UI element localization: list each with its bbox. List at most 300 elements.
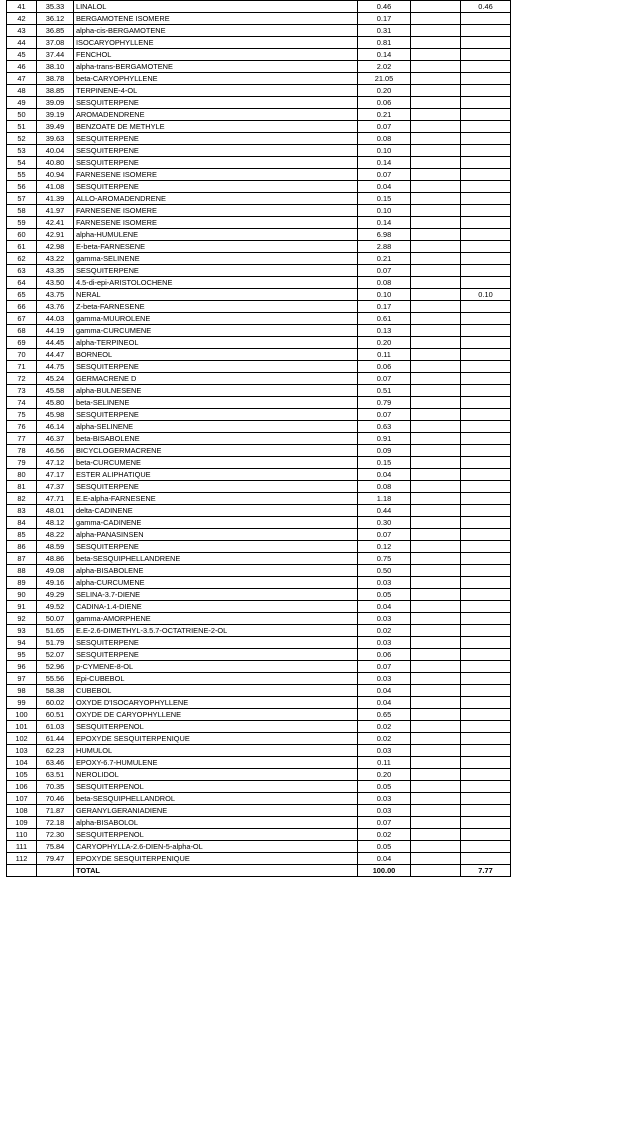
index-cell: 59: [7, 217, 37, 229]
retention-time-cell: 44.45: [37, 337, 74, 349]
retention-time-cell: 43.35: [37, 265, 74, 277]
retention-time-cell: 36.12: [37, 13, 74, 25]
empty-cell: [411, 409, 461, 421]
index-cell: 84: [7, 517, 37, 529]
table-row: [7, 493, 511, 505]
retention-time-cell: 47.71: [37, 493, 74, 505]
table-row: [7, 637, 511, 649]
secondary-percentage-cell: [461, 313, 511, 325]
retention-time-cell: 60.02: [37, 697, 74, 709]
percentage-cell: 0.07: [358, 121, 411, 133]
retention-time-cell: 71.87: [37, 805, 74, 817]
empty-cell: [411, 493, 461, 505]
percentage-cell: 0.20: [358, 769, 411, 781]
retention-time-cell: 48.12: [37, 517, 74, 529]
secondary-percentage-cell: [461, 229, 511, 241]
retention-time-cell: 49.16: [37, 577, 74, 589]
table-row: [7, 481, 511, 493]
percentage-cell: 0.03: [358, 805, 411, 817]
index-cell: 63: [7, 265, 37, 277]
table-row: [7, 145, 511, 157]
table-row: [7, 661, 511, 673]
table-row: [7, 553, 511, 565]
compound-name-cell: beta-CURCUMENE: [74, 457, 358, 469]
index-cell: 60: [7, 229, 37, 241]
empty-cell: [411, 733, 461, 745]
secondary-percentage-cell: [461, 133, 511, 145]
table-row: [7, 517, 511, 529]
retention-time-cell: 40.80: [37, 157, 74, 169]
table-row: [7, 361, 511, 373]
index-cell: 82: [7, 493, 37, 505]
empty-cell: [411, 169, 461, 181]
compound-name-cell: CADINA-1.4-DIENE: [74, 601, 358, 613]
index-cell: 106: [7, 781, 37, 793]
secondary-percentage-cell: [461, 673, 511, 685]
index-cell: 89: [7, 577, 37, 589]
secondary-percentage-cell: [461, 37, 511, 49]
compound-name-cell: alpha-PANASINSEN: [74, 529, 358, 541]
secondary-percentage-cell: [461, 601, 511, 613]
percentage-cell: 0.14: [358, 217, 411, 229]
percentage-cell: 0.08: [358, 133, 411, 145]
retention-time-cell: 63.46: [37, 757, 74, 769]
index-cell: 112: [7, 853, 37, 865]
table-row: [7, 277, 511, 289]
retention-time-cell: 45.80: [37, 397, 74, 409]
empty-cell: [411, 793, 461, 805]
index-cell: 54: [7, 157, 37, 169]
retention-time-cell: 79.47: [37, 853, 74, 865]
table-row: [7, 757, 511, 769]
percentage-cell: 0.50: [358, 565, 411, 577]
retention-time-cell: 39.09: [37, 97, 74, 109]
percentage-cell: 0.17: [358, 13, 411, 25]
percentage-cell: 2.88: [358, 241, 411, 253]
compound-name-cell: gamma-SELINENE: [74, 253, 358, 265]
secondary-percentage-cell: [461, 589, 511, 601]
percentage-cell: 0.04: [358, 181, 411, 193]
retention-time-cell: 38.78: [37, 73, 74, 85]
index-cell: 109: [7, 817, 37, 829]
empty-cell: [411, 325, 461, 337]
table-row: [7, 337, 511, 349]
retention-time-cell: 42.98: [37, 241, 74, 253]
empty-cell: [411, 1, 461, 13]
percentage-cell: 0.81: [358, 37, 411, 49]
compound-name-cell: SELINA-3.7-DIENE: [74, 589, 358, 601]
index-cell: 108: [7, 805, 37, 817]
table-row: [7, 265, 511, 277]
table-row: [7, 37, 511, 49]
empty-cell: [411, 781, 461, 793]
table-row: [7, 61, 511, 73]
compound-name-cell: FARNESENE ISOMERE: [74, 217, 358, 229]
compound-name-cell: BENZOATE DE METHYLE: [74, 121, 358, 133]
table-row: [7, 781, 511, 793]
compound-name-cell: SESQUITERPENE: [74, 541, 358, 553]
percentage-cell: 0.04: [358, 853, 411, 865]
percentage-cell: 0.07: [358, 817, 411, 829]
compound-name-cell: BERGAMOTENE ISOMERE: [74, 13, 358, 25]
secondary-percentage-cell: [461, 721, 511, 733]
table-row: [7, 241, 511, 253]
table-row: [7, 829, 511, 841]
empty-cell: [411, 565, 461, 577]
retention-time-cell: 48.86: [37, 553, 74, 565]
index-cell: 50: [7, 109, 37, 121]
index-cell: 90: [7, 589, 37, 601]
percentage-cell: 0.08: [358, 277, 411, 289]
retention-time-cell: 62.23: [37, 745, 74, 757]
secondary-percentage-cell: [461, 625, 511, 637]
empty-cell: [411, 529, 461, 541]
retention-time-cell: 52.96: [37, 661, 74, 673]
empty-cell: [411, 517, 461, 529]
empty-cell: [411, 841, 461, 853]
compound-name-cell: CARYOPHYLLA-2.6-DIEN-5-alpha-OL: [74, 841, 358, 853]
secondary-percentage-cell: [461, 361, 511, 373]
percentage-cell: 21.05: [358, 73, 411, 85]
empty-cell: [411, 685, 461, 697]
secondary-percentage-cell: [461, 517, 511, 529]
percentage-cell: 0.31: [358, 25, 411, 37]
compound-name-cell: CUBEBOL: [74, 685, 358, 697]
percentage-cell: 2.02: [358, 61, 411, 73]
index-cell: 69: [7, 337, 37, 349]
index-cell: 86: [7, 541, 37, 553]
secondary-percentage-cell: [461, 613, 511, 625]
compound-name-cell: SESQUITERPENE: [74, 157, 358, 169]
percentage-cell: 0.63: [358, 421, 411, 433]
empty-cell: [411, 421, 461, 433]
empty-cell: [411, 721, 461, 733]
table-row: [7, 793, 511, 805]
index-cell: 96: [7, 661, 37, 673]
index-cell: 44: [7, 37, 37, 49]
secondary-percentage-cell: [461, 685, 511, 697]
secondary-percentage-cell: [461, 325, 511, 337]
empty-cell: [411, 253, 461, 265]
empty-cell: [411, 445, 461, 457]
total-label: TOTAL: [74, 865, 358, 877]
index-cell: 99: [7, 697, 37, 709]
empty-cell: [411, 505, 461, 517]
compound-name-cell: gamma-AMORPHENE: [74, 613, 358, 625]
secondary-percentage-cell: [461, 469, 511, 481]
secondary-percentage-cell: [461, 481, 511, 493]
percentage-cell: 0.07: [358, 169, 411, 181]
table-row: [7, 181, 511, 193]
secondary-percentage-cell: [461, 49, 511, 61]
secondary-percentage-cell: [461, 697, 511, 709]
table-row: [7, 229, 511, 241]
secondary-percentage-cell: [461, 169, 511, 181]
percentage-cell: 0.10: [358, 205, 411, 217]
compound-name-cell: beta-SELINENE: [74, 397, 358, 409]
secondary-percentage-cell: [461, 301, 511, 313]
table-row: [7, 13, 511, 25]
retention-time-cell: 44.03: [37, 313, 74, 325]
secondary-percentage-cell: [461, 577, 511, 589]
percentage-cell: 0.15: [358, 193, 411, 205]
index-cell: 104: [7, 757, 37, 769]
index-cell: 74: [7, 397, 37, 409]
secondary-percentage-cell: [461, 25, 511, 37]
secondary-percentage-cell: [461, 637, 511, 649]
retention-time-cell: 44.75: [37, 361, 74, 373]
index-cell: 75: [7, 409, 37, 421]
percentage-cell: 6.98: [358, 229, 411, 241]
secondary-percentage-cell: [461, 817, 511, 829]
secondary-percentage-cell: [461, 85, 511, 97]
percentage-cell: 0.03: [358, 577, 411, 589]
retention-time-cell: 43.50: [37, 277, 74, 289]
table-row: [7, 841, 511, 853]
index-cell: 53: [7, 145, 37, 157]
empty-cell: [411, 385, 461, 397]
empty-cell: [411, 289, 461, 301]
empty-cell: [411, 301, 461, 313]
percentage-cell: 0.21: [358, 253, 411, 265]
percentage-cell: 0.08: [358, 481, 411, 493]
retention-time-cell: 50.07: [37, 613, 74, 625]
secondary-percentage-cell: [461, 565, 511, 577]
table-row: [7, 745, 511, 757]
compound-name-cell: alpha-TERPINEOL: [74, 337, 358, 349]
table-row: [7, 97, 511, 109]
empty-cell: [411, 757, 461, 769]
secondary-percentage-cell: [461, 505, 511, 517]
index-cell: 73: [7, 385, 37, 397]
empty-cell: [411, 769, 461, 781]
empty-cell: [411, 157, 461, 169]
table-row: [7, 169, 511, 181]
compound-name-cell: HUMULOL: [74, 745, 358, 757]
table-row: [7, 409, 511, 421]
compound-name-cell: ALLO-AROMADENDRENE: [74, 193, 358, 205]
percentage-cell: 0.51: [358, 385, 411, 397]
retention-time-cell: 46.14: [37, 421, 74, 433]
percentage-cell: 0.05: [358, 781, 411, 793]
empty-cell: [411, 457, 461, 469]
table-row: [7, 721, 511, 733]
table-row: [7, 85, 511, 97]
index-cell: 51: [7, 121, 37, 133]
table-row: [7, 373, 511, 385]
secondary-percentage-cell: [461, 805, 511, 817]
retention-time-cell: 72.30: [37, 829, 74, 841]
retention-time-cell: 39.63: [37, 133, 74, 145]
retention-time-cell: 40.94: [37, 169, 74, 181]
retention-time-cell: 47.12: [37, 457, 74, 469]
index-cell: 103: [7, 745, 37, 757]
percentage-cell: 0.04: [358, 685, 411, 697]
table-row: [7, 109, 511, 121]
compound-name-cell: OXYDE D'ISOCARYOPHYLLENE: [74, 697, 358, 709]
table-row: [7, 541, 511, 553]
index-cell: 91: [7, 601, 37, 613]
retention-time-cell: 42.91: [37, 229, 74, 241]
empty-cell: [411, 661, 461, 673]
table-row: [7, 157, 511, 169]
table-row: [7, 805, 511, 817]
index-cell: 66: [7, 301, 37, 313]
retention-time-cell: 45.58: [37, 385, 74, 397]
composition-table-body: [7, 1, 511, 865]
index-cell: 71: [7, 361, 37, 373]
retention-time-cell: 39.19: [37, 109, 74, 121]
compound-name-cell: alpha-trans-BERGAMOTENE: [74, 61, 358, 73]
percentage-cell: 0.20: [358, 337, 411, 349]
index-cell: 47: [7, 73, 37, 85]
table-row: [7, 289, 511, 301]
compound-name-cell: SESQUITERPENOL: [74, 829, 358, 841]
retention-time-cell: 45.24: [37, 373, 74, 385]
empty-cell: [411, 37, 461, 49]
total-row: [7, 865, 511, 877]
empty-cell: [411, 49, 461, 61]
index-cell: 88: [7, 565, 37, 577]
percentage-cell: 0.65: [358, 709, 411, 721]
compound-name-cell: SESQUITERPENE: [74, 361, 358, 373]
retention-time-cell: 70.35: [37, 781, 74, 793]
secondary-percentage-cell: [461, 841, 511, 853]
index-cell: 42: [7, 13, 37, 25]
index-cell: 111: [7, 841, 37, 853]
secondary-percentage-cell: [461, 529, 511, 541]
secondary-percentage-cell: [461, 277, 511, 289]
secondary-percentage-cell: [461, 445, 511, 457]
retention-time-cell: 46.56: [37, 445, 74, 457]
percentage-cell: 0.11: [358, 757, 411, 769]
compound-name-cell: alpha-BISABOLOL: [74, 817, 358, 829]
compound-name-cell: EPOXYDE SESQUITERPENIQUE: [74, 733, 358, 745]
table-row: [7, 673, 511, 685]
retention-time-cell: 48.01: [37, 505, 74, 517]
percentage-cell: 0.02: [358, 625, 411, 637]
percentage-cell: 0.06: [358, 97, 411, 109]
percentage-cell: 0.02: [358, 721, 411, 733]
compound-name-cell: beta-SESQUIPHELLANDROL: [74, 793, 358, 805]
index-cell: 49: [7, 97, 37, 109]
compound-name-cell: SESQUITERPENE: [74, 649, 358, 661]
index-cell: 93: [7, 625, 37, 637]
retention-time-cell: 58.38: [37, 685, 74, 697]
secondary-percentage-cell: [461, 733, 511, 745]
secondary-percentage-cell: [461, 769, 511, 781]
table-row: [7, 253, 511, 265]
compound-name-cell: alpha-HUMULENE: [74, 229, 358, 241]
compound-name-cell: BICYCLOGERMACRENE: [74, 445, 358, 457]
empty-cell: [411, 397, 461, 409]
percentage-cell: 0.03: [358, 637, 411, 649]
empty-cell: [411, 229, 461, 241]
compound-name-cell: E-beta-FARNESENE: [74, 241, 358, 253]
compound-name-cell: Epi-CUBEBOL: [74, 673, 358, 685]
compound-name-cell: beta-CARYOPHYLLENE: [74, 73, 358, 85]
index-cell: 98: [7, 685, 37, 697]
empty-cell: [411, 61, 461, 73]
index-cell: 46: [7, 61, 37, 73]
empty-cell: [411, 601, 461, 613]
index-cell: 78: [7, 445, 37, 457]
percentage-cell: 0.11: [358, 349, 411, 361]
percentage-cell: 0.04: [358, 601, 411, 613]
empty-cell: [411, 145, 461, 157]
secondary-percentage-cell: [461, 157, 511, 169]
percentage-cell: 0.91: [358, 433, 411, 445]
empty-cell: [411, 109, 461, 121]
retention-time-cell: 61.44: [37, 733, 74, 745]
percentage-cell: 0.20: [358, 85, 411, 97]
empty-cell: [411, 205, 461, 217]
empty-cell: [411, 373, 461, 385]
retention-time-cell: 48.22: [37, 529, 74, 541]
empty-cell: [411, 625, 461, 637]
secondary-percentage-cell: [461, 241, 511, 253]
secondary-percentage-cell: [461, 745, 511, 757]
table-row: [7, 649, 511, 661]
compound-name-cell: ISOCARYOPHYLLENE: [74, 37, 358, 49]
table-row: [7, 73, 511, 85]
total-index-cell: [7, 865, 37, 877]
percentage-cell: 0.03: [358, 745, 411, 757]
table-row: [7, 589, 511, 601]
secondary-percentage-cell: [461, 109, 511, 121]
table-row: [7, 25, 511, 37]
empty-cell: [411, 97, 461, 109]
percentage-cell: 0.75: [358, 553, 411, 565]
index-cell: 52: [7, 133, 37, 145]
retention-time-cell: 60.51: [37, 709, 74, 721]
retention-time-cell: 35.33: [37, 1, 74, 13]
secondary-percentage-cell: [461, 541, 511, 553]
retention-time-cell: 41.39: [37, 193, 74, 205]
index-cell: 57: [7, 193, 37, 205]
index-cell: 81: [7, 481, 37, 493]
index-cell: 56: [7, 181, 37, 193]
table-row: [7, 421, 511, 433]
percentage-cell: 0.02: [358, 829, 411, 841]
percentage-cell: 0.15: [358, 457, 411, 469]
percentage-cell: 0.06: [358, 649, 411, 661]
retention-time-cell: 49.52: [37, 601, 74, 613]
table-row: [7, 217, 511, 229]
index-cell: 100: [7, 709, 37, 721]
table-row: [7, 817, 511, 829]
compound-name-cell: AROMADENDRENE: [74, 109, 358, 121]
compound-name-cell: OXYDE DE CARYOPHYLLENE: [74, 709, 358, 721]
empty-cell: [411, 673, 461, 685]
index-cell: 41: [7, 1, 37, 13]
percentage-cell: 0.07: [358, 373, 411, 385]
empty-cell: [411, 13, 461, 25]
secondary-percentage-cell: 0.10: [461, 289, 511, 301]
table-row: [7, 313, 511, 325]
percentage-cell: 0.07: [358, 265, 411, 277]
empty-cell: [411, 613, 461, 625]
compound-name-cell: FARNESENE ISOMERE: [74, 169, 358, 181]
empty-cell: [411, 265, 461, 277]
index-cell: 107: [7, 793, 37, 805]
secondary-percentage-cell: [461, 661, 511, 673]
index-cell: 97: [7, 673, 37, 685]
table-row: [7, 457, 511, 469]
empty-cell: [411, 589, 461, 601]
secondary-percentage-cell: [461, 433, 511, 445]
secondary-percentage-cell: [461, 349, 511, 361]
